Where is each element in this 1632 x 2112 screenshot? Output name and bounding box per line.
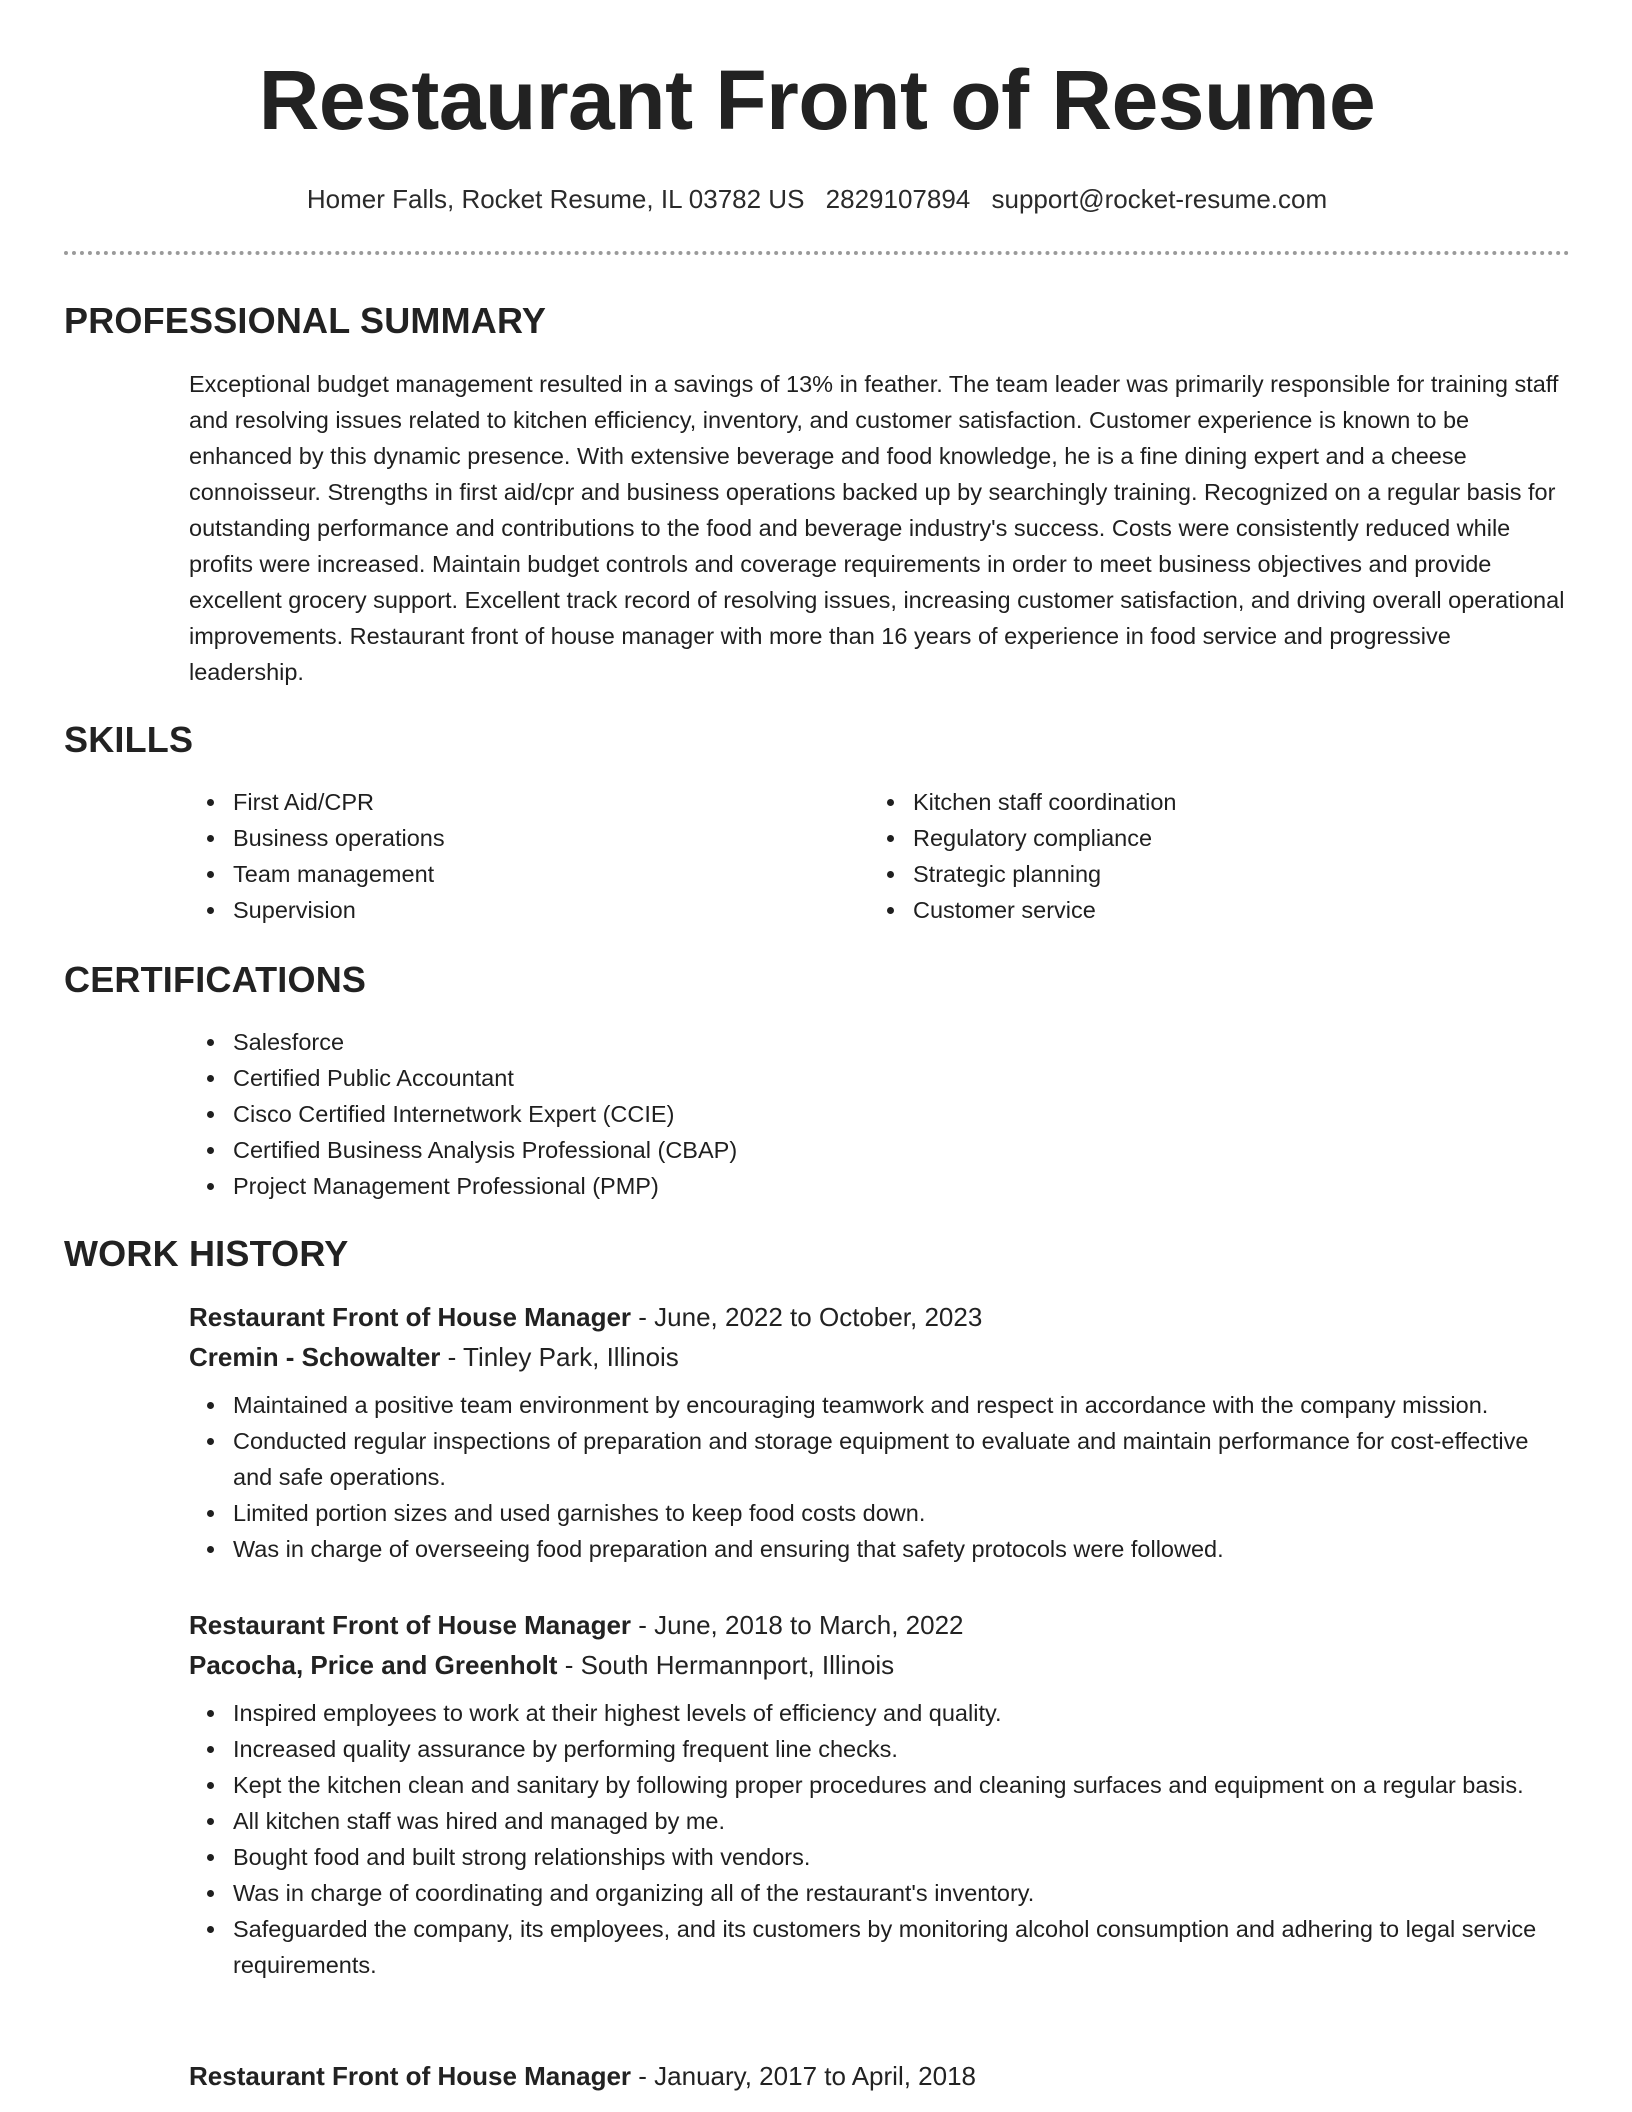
certification-item: Certified Business Analysis Professional (CBAP) [233, 1132, 1389, 1168]
job-duties-list [189, 1695, 1570, 1983]
job-dates: - June, 2018 to March, 2022 [631, 1610, 964, 1640]
certification-item: Salesforce [233, 1024, 1389, 1060]
skill-item: Customer service [913, 892, 1519, 928]
skill-item: First Aid/CPR [233, 784, 839, 820]
skill-item: Strategic planning [913, 856, 1519, 892]
certifications-heading: CERTIFICATIONS [64, 959, 367, 1000]
job-entry [189, 1297, 1570, 1567]
certification-item: Cisco Certified Internetwork Expert (CCIE) [233, 1096, 1389, 1132]
job-company-line [189, 1645, 1570, 1685]
job-role: Restaurant Front of House Manager [189, 2061, 632, 2091]
skills-left-column [189, 784, 839, 928]
job-entry [189, 1605, 1570, 1983]
job-location: - Tinley Park, Illinois [440, 1342, 679, 1372]
skill-item: Team management [233, 856, 839, 892]
job-duty: Safeguarded the company, its employees, and its customers by monitoring alcohol consumption and adhering to legal service requirements. [233, 1911, 1570, 1983]
resume-title: Restaurant Front of Resume [258, 53, 1376, 147]
job-duty: Limited portion sizes and used garnishes to keep food costs down. [233, 1495, 1570, 1531]
certifications-block [189, 1024, 1389, 1204]
summary-heading: PROFESSIONAL SUMMARY [64, 300, 547, 341]
certification-item: Project Management Professional (PMP) [233, 1168, 1389, 1204]
job-duty: Kept the kitchen clean and sanitary by following proper procedures and cleaning surfaces and equipment on a regular basis. [233, 1767, 1570, 1803]
job-title-line [189, 2056, 1570, 2096]
certification-item: Certified Public Accountant [233, 1060, 1389, 1096]
skills-list-left [189, 784, 839, 928]
skill-item: Regulatory compliance [913, 820, 1519, 856]
job-title-line [189, 1605, 1570, 1645]
job-company: Pacocha, Price and Greenholt [189, 1650, 558, 1680]
skills-right-column [869, 784, 1519, 928]
contact-email: support@rocket-resume.com [991, 184, 1328, 214]
job-duty: Bought food and built strong relationships with vendors. [233, 1839, 1570, 1875]
job-title-line [189, 1297, 1570, 1337]
contact-address: Homer Falls, Rocket Resume, IL 03782 US [306, 184, 805, 214]
job-company-line [189, 1337, 1570, 1377]
job-duty: All kitchen staff was hired and managed by me. [233, 1803, 1570, 1839]
job-role: Restaurant Front of House Manager [189, 1610, 632, 1640]
skill-item: Kitchen staff coordination [913, 784, 1519, 820]
job-dates: - June, 2022 to October, 2023 [631, 1302, 983, 1332]
job-location: - South Hermannport, Illinois [557, 1650, 895, 1680]
header-divider [64, 251, 1570, 255]
job-duty: Was in charge of coordinating and organizing all of the restaurant's inventory. [233, 1875, 1570, 1911]
job-duty: Inspired employees to work at their highest levels of efficiency and quality. [233, 1695, 1570, 1731]
skill-item: Supervision [233, 892, 839, 928]
contact-phone: 2829107894 [825, 184, 971, 214]
skills-list-right [869, 784, 1519, 928]
job-entry [189, 2056, 1570, 2096]
job-duties-list [189, 1387, 1570, 1567]
certifications-list [189, 1024, 1389, 1204]
contact-line [64, 180, 1570, 218]
job-duty: Increased quality assurance by performing frequent line checks. [233, 1731, 1570, 1767]
work-history-heading: WORK HISTORY [64, 1233, 349, 1274]
job-duty: Maintained a positive team environment by encouraging teamwork and respect in accordance with the company mission. [233, 1387, 1570, 1423]
job-role: Restaurant Front of House Manager [189, 1302, 632, 1332]
job-dates: - January, 2017 to April, 2018 [631, 2061, 977, 2091]
summary-text: Exceptional budget management resulted in a savings of 13% in feather. The team leader was primarily responsible for training staff and resolving issues related to kitchen efficiency, inventory, and customer satisfaction. Customer experience is known to be enhanced by this dynamic presence. With extensive beverage and food knowledge, he is a fine dining expert and a cheese connoisseur. Strengths in first aid/cpr and business operations backed up by searchingly training. Recognized on a regular basis for outstanding performance and contributions to the food and beverage industry's success. Costs were consistently reduced while profits were increased. Maintain budget controls and coverage requirements in order to meet business objectives and provide excellent grocery support. Excellent track record of resolving issues, increasing customer satisfaction, and driving overall operational improvements. Restaurant front of house manager with more than 16 years of experience in food service and progressive leadership. [189, 371, 1565, 685]
skills-heading: SKILLS [64, 719, 194, 760]
job-duty: Was in charge of overseeing food preparation and ensuring that safety protocols were followed. [233, 1531, 1570, 1567]
skill-item: Business operations [233, 820, 839, 856]
job-duty: Conducted regular inspections of preparation and storage equipment to evaluate and maintain performance for cost-effective and safe operations. [233, 1423, 1570, 1495]
job-company: Cremin - Schowalter [189, 1342, 441, 1372]
